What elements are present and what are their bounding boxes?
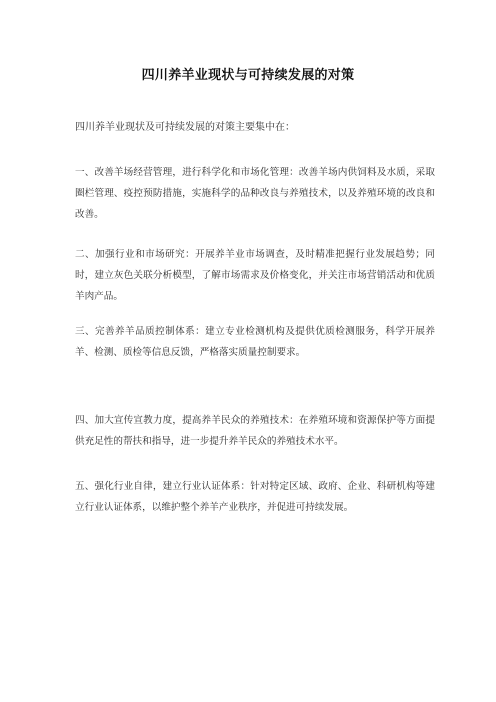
intro-text: 四川养羊业现状及可持续发展的对策主要集中在： (75, 122, 295, 133)
document-title: 四川养羊业现状与可持续发展的对策 (141, 68, 355, 83)
paragraph-5: 五、强化行业自律，建立行业认证体系：针对特定区域、政府、企业、科研机构等建立行业认证体系，以维护整个养羊产业秩序，并促进可持续发展。 (75, 481, 435, 513)
paragraph-3: 三、完善养羊品质控制体系：建立专业检测机构及提供优质检测服务，科学开展养羊、检测、质检等信息反馈，严格落实质量控制要求。 (75, 326, 435, 358)
paragraph-2: 二、加强行业和市场研究：开展养羊业市场调查，及时精准把握行业发展趋势；同时，建立灰色关联分析模型，了解市场需求及价格变化，并关注市场营销活动和优质羊肉产品。 (75, 249, 435, 302)
paragraph-1: 一、改善羊场经营管理，进行科学化和市场化管理：改善羊场内供饲料及水质，采取圈栏管理、疫控预防措施，实施科学的品种改良与养殖技术，以及养殖环境的改良和改善。 (75, 167, 435, 220)
paragraph-4: 四、加大宣传宣教力度，提高养羊民众的养殖技术：在养殖环境和资源保护等方面提供充足性的帮扶和指导，进一步提升养羊民众的养殖技术水平。 (75, 415, 435, 447)
